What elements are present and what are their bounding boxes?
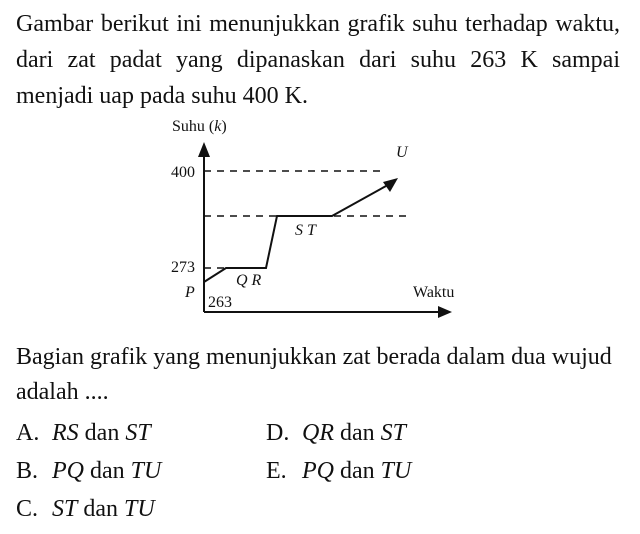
option-c-seg1: ST [52, 496, 78, 522]
y-axis-label-prefix: Suhu ( [172, 118, 215, 135]
option-e-seg1: PQ [302, 458, 334, 484]
option-d[interactable] [266, 418, 406, 448]
y-axis-unit: k [214, 118, 222, 135]
question-text: Gambar berikut ini menunjukkan grafik suhu terhadap waktu, dari zat padat yang dipanaskan dari suhu 263 K sampai menjadi uap pada suhu 400 K. [16, 11, 620, 109]
option-a[interactable] [16, 418, 151, 448]
x-axis-label: Waktu [413, 284, 455, 301]
option-c-letter: C. [16, 496, 39, 522]
point-p-label: P [185, 284, 195, 301]
option-e-mid: dan [334, 458, 381, 484]
option-a-seg2: ST [125, 420, 151, 446]
option-c-seg2: TU [124, 496, 155, 522]
option-e[interactable] [266, 456, 411, 486]
y-axis-label [172, 118, 227, 136]
segment-qr-label: Q R [236, 272, 262, 289]
option-e-letter: E. [266, 458, 287, 484]
option-e-seg2: TU [380, 458, 412, 484]
segment-st-label: S T [295, 222, 316, 239]
curve-arrowhead [383, 178, 398, 192]
option-a-letter: A. [16, 420, 40, 446]
option-d-letter: D. [266, 420, 290, 446]
option-b[interactable] [16, 456, 161, 486]
option-b-seg1: PQ [52, 458, 84, 484]
option-a-mid: dan [78, 420, 126, 446]
option-b-mid: dan [84, 458, 131, 484]
option-a-seg1: RS [52, 420, 79, 446]
y-axis-arrow [198, 142, 210, 157]
y-axis-label-suffix: ) [221, 118, 227, 135]
tick-273: 273 [171, 259, 195, 276]
temperature-time-graph [160, 112, 480, 322]
tick-263: 263 [208, 294, 232, 311]
option-d-seg1: QR [302, 420, 334, 446]
option-b-letter: B. [16, 458, 39, 484]
option-c[interactable] [16, 494, 155, 524]
option-b-seg2: TU [130, 458, 162, 484]
question-prompt: Bagian grafik yang menunjukkan zat berada dalam dua wujud adalah .... [16, 344, 612, 405]
tick-400: 400 [171, 164, 195, 181]
option-c-mid: dan [77, 496, 125, 522]
option-d-mid: dan [334, 420, 381, 446]
x-axis-arrow [438, 306, 452, 318]
point-u-label: U [396, 144, 408, 161]
option-d-seg2: ST [380, 420, 407, 446]
